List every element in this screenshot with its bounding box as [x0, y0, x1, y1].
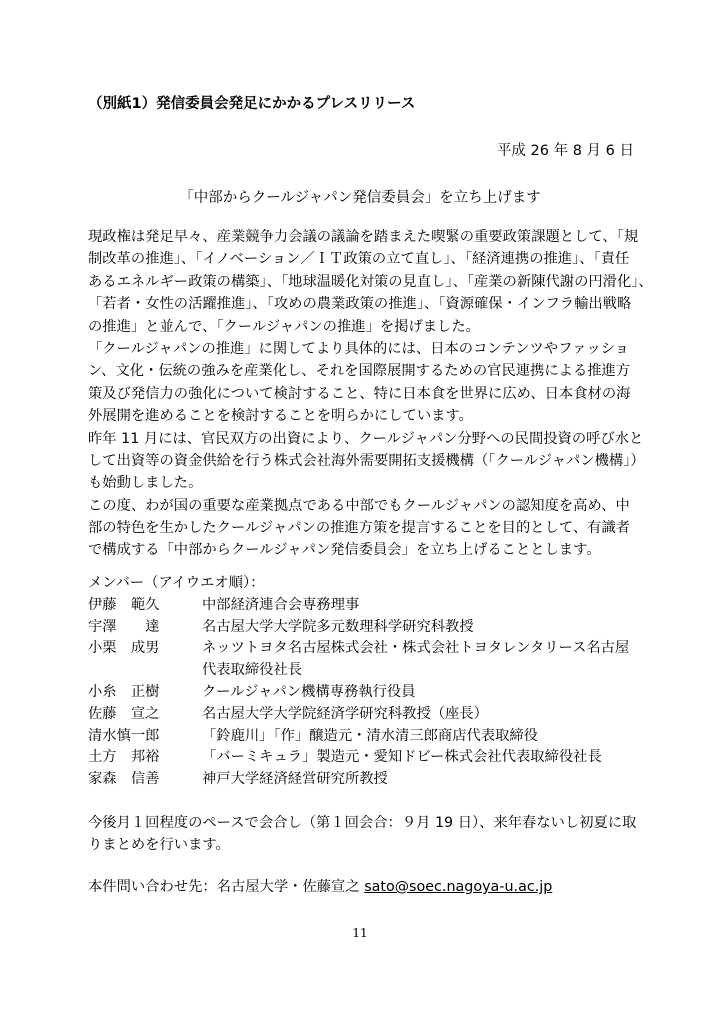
member-affiliation: 「バーミキュラ」製造元・愛知ドビー株式会社代表取締役社長 [202, 749, 602, 766]
member-row [88, 769, 648, 791]
contact-label: 本件問い合わせ先：名古屋大学・佐藤宣之 [88, 879, 365, 895]
release-date: 平成 26 年 8 月 6 日 [496, 143, 634, 159]
body-line: の推進」と並んで、「クールジャパンの推進」を掲げました。 [88, 318, 480, 335]
body-line: ン、文化・伝統の強みを産業化し、それを国際展開するための官民連携による推進方 [88, 363, 631, 380]
member-name: 小栗 成男 [88, 640, 160, 657]
body-line: 制改革の推進」、「イノベーション／ＩＴ政策の立て直し」、「経済連携の推進」、「責任 [88, 251, 630, 268]
body-line: 部の特色を生かしたクールジャパンの推進方策を提言することを目的として、有識者 [88, 520, 631, 537]
member-affiliation: 中部経済連合会専務理事 [202, 596, 360, 613]
contact-info [88, 876, 552, 896]
body-line: 外展開を進めることを検討することを明らかにしています。 [88, 408, 473, 425]
member-name: 土方 邦裕 [88, 749, 160, 766]
member-row [88, 726, 648, 748]
body-line: して出資等の資金供給を行う株式会社海外需要開拓支援機構（「クールジャパン機構」） [88, 452, 645, 469]
body-line: も始動しました。 [88, 475, 203, 492]
member-name: 佐藤 宣之 [88, 705, 160, 722]
member-affiliation: 名古屋大学大学院経済学研究科教授（座長） [202, 705, 488, 722]
member-affiliation: ネッツトヨタ名古屋株式会社・株式会社トヨタレンタリース名古屋 [202, 640, 630, 657]
member-affiliation: 「鈴鹿川」「作」醸造元・清水清三郎商店代表取締役 [202, 727, 538, 744]
member-name: 宇澤 達 [88, 618, 160, 635]
body-line: 現政権は発足早々、産業競争力会議の議論を踏まえた喫緊の重要政策課題として、「規 [88, 229, 639, 245]
body-text [88, 226, 653, 562]
press-release-title: 「中部からクールジャパン発信委員会」を立ち上げます [179, 190, 541, 206]
body-line: この度、わが国の重要な産業拠点である中部でもクールジャパンの認知度を高め、中 [88, 497, 630, 514]
member-row [88, 617, 648, 639]
closing-text [88, 812, 648, 857]
body-line: で構成する「中部からクールジャパン発信委員会」を立ち上げることとします。 [88, 542, 601, 559]
member-row [88, 595, 648, 617]
member-row [88, 704, 648, 726]
member-name: 小糸 正樹 [88, 683, 160, 700]
body-line: 策及び発信力の強化について検討すること、特に日本食を世界に広め、日本食材の海 [88, 385, 631, 402]
member-row [88, 638, 648, 660]
body-line: 「若者・女性の活躍推進」、「攻めの農業政策の推進」、「資源確保・インフラ輸出戦略 [88, 296, 632, 313]
closing-line: りまとめを行います。 [88, 837, 230, 854]
member-affiliation: 代表取締役社長 [202, 662, 303, 679]
member-affiliation: クールジャパン機構専務執行役員 [202, 683, 416, 700]
members-label: メンバー（アイウエオ順）： [88, 575, 265, 591]
member-row [88, 682, 648, 704]
member-name: 清水慎一郎 [88, 727, 160, 744]
contact-email-link[interactable]: sato@soec.nagoya-u.ac.jp [364, 879, 553, 895]
member-name: 伊藤 範久 [88, 596, 160, 613]
body-line: 昨年 11 月には、官民双方の出資により、クールジャパン分野への民間投資の呼び水と [88, 430, 644, 447]
member-row [88, 747, 648, 769]
document-heading: （別紙1）発信委員会発足にかかるプレスリリース [88, 96, 416, 112]
member-name [88, 660, 202, 682]
closing-line: 今後月１回程度のペースで会合し（第１回会合：９月 19 日）、来年春ないし初夏に取 [88, 815, 637, 831]
member-row [88, 660, 648, 682]
body-line: あるエネルギー政策の構築」、「地球温暖化対策の見直し」、「産業の新陳代謝の円滑化」、 [88, 273, 653, 290]
member-list [88, 573, 648, 791]
body-line: 「クールジャパンの推進」に関してより具体的には、日本のコンテンツやファッショ [88, 340, 630, 357]
page-number: 11 [352, 926, 368, 940]
member-name: 家森 信善 [88, 771, 160, 788]
member-affiliation: 神戸大学経済経営研究所教授 [202, 771, 388, 788]
member-affiliation: 名古屋大学大学院多元数理科学研究科教授 [202, 618, 474, 635]
